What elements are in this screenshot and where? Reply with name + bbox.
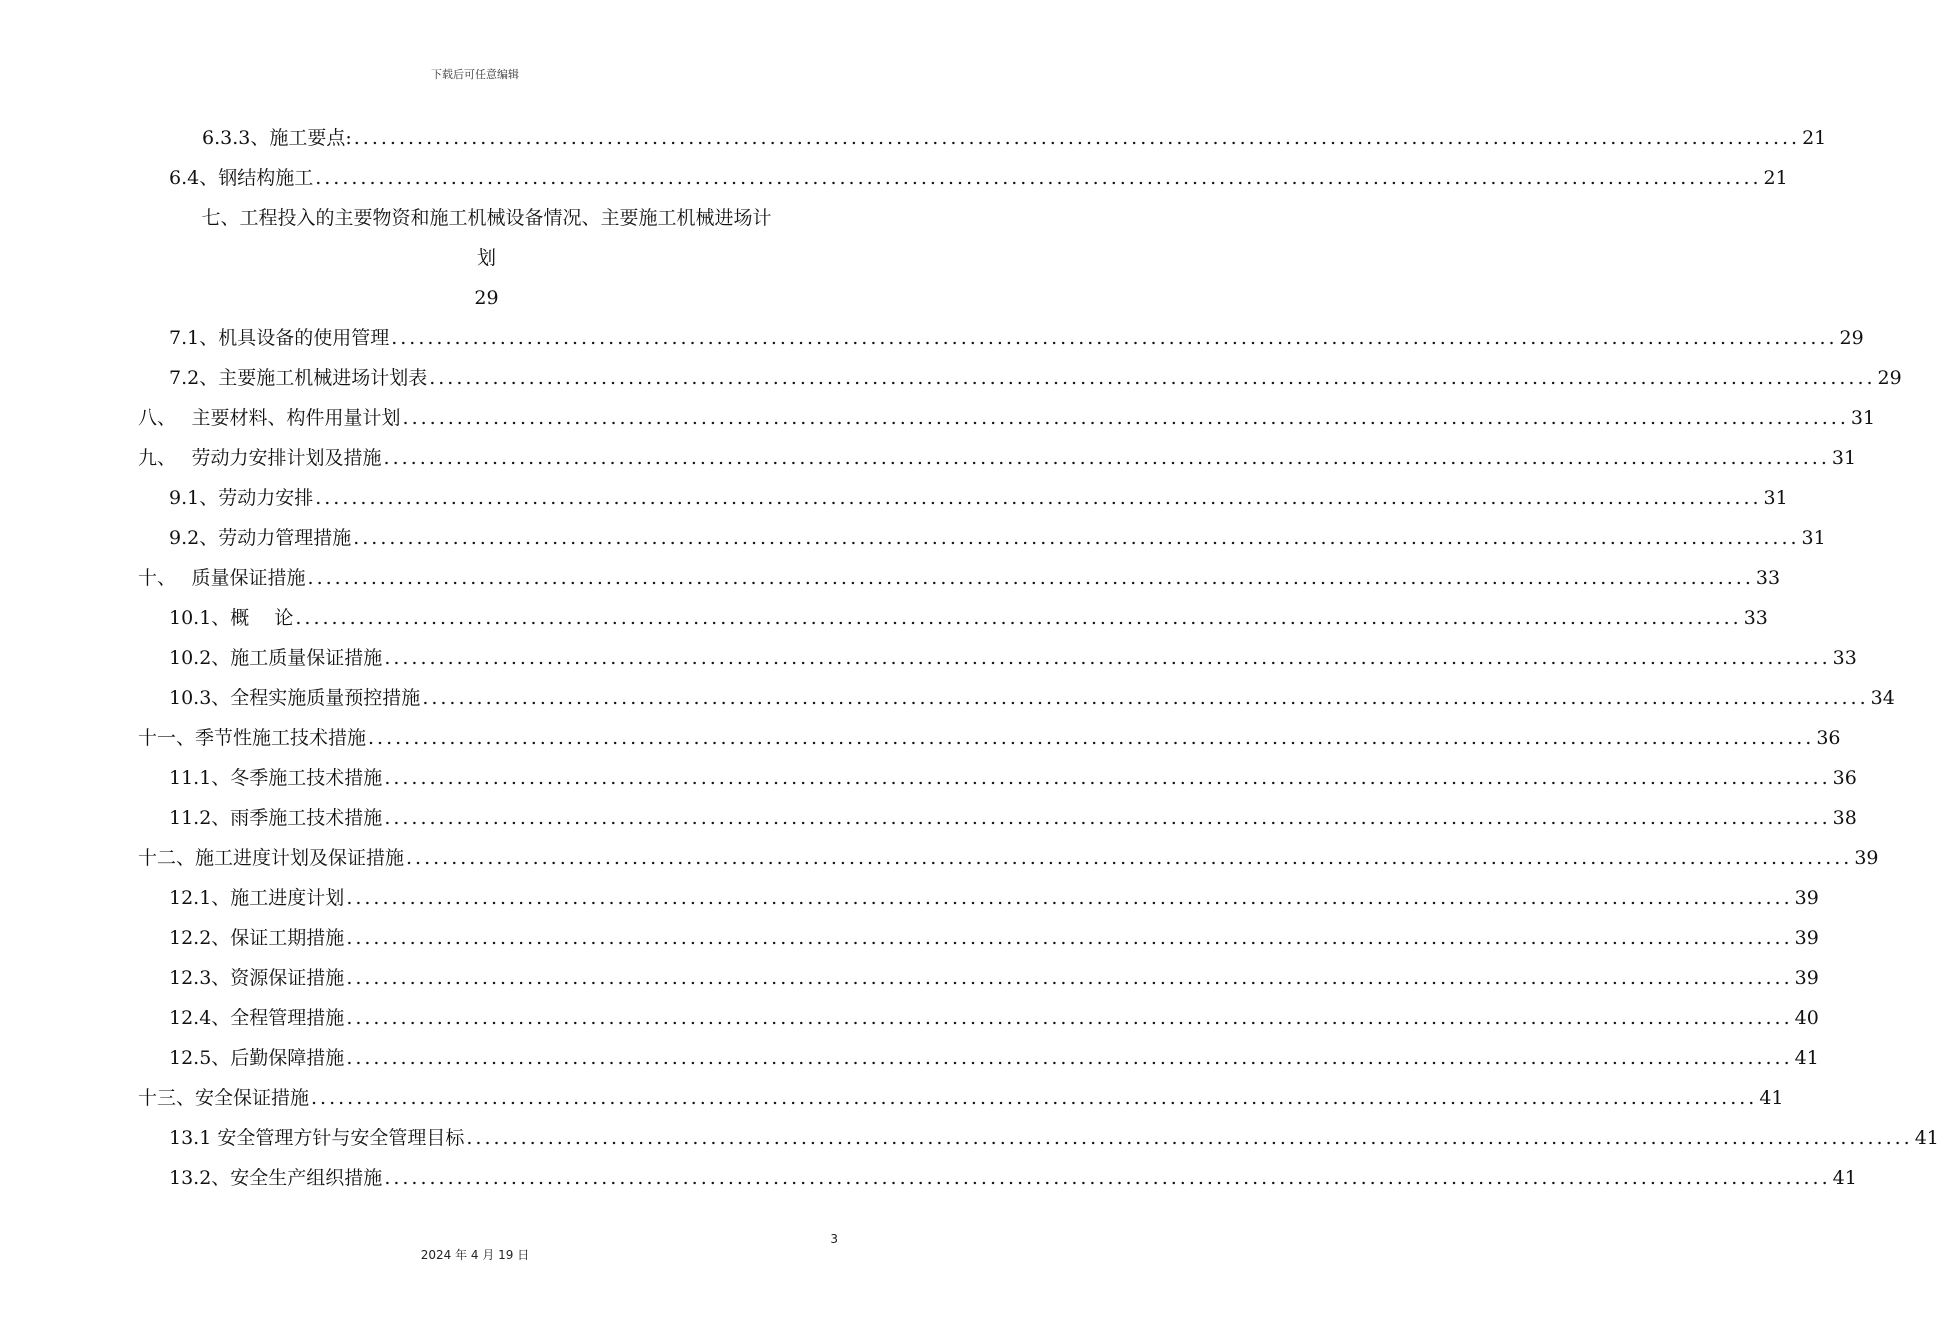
toc-entry-page: 39	[1794, 967, 1819, 989]
toc-dot-leader: ................................................................................................................................................................	[311, 1087, 1758, 1109]
toc-entry-page: 40	[1794, 1007, 1819, 1029]
toc-dot-leader: ................................................................................................................................................................	[466, 1127, 1913, 1149]
toc-entry[interactable]	[138, 1078, 1784, 1118]
toc-entry-page: 33	[1743, 607, 1768, 629]
toc-entry-page: 33	[1755, 567, 1781, 589]
toc-entry-title: 十三、安全保证措施	[138, 1087, 310, 1109]
toc-entry-title: 十、 质量保证措施	[138, 567, 306, 589]
toc-entry-page: 21	[1763, 167, 1788, 189]
toc-entry-title-line: 七、工程投入的主要物资和施工机械设备情况、主要施工机械进场计	[201, 207, 772, 229]
toc-dot-leader: ................................................................................................................................................................	[346, 887, 1793, 909]
toc-entry-page: 31	[1831, 447, 1857, 469]
toc-entry-title: 13.2、安全生产组织措施	[169, 1167, 383, 1189]
toc-dot-leader: ................................................................................................................................................................	[384, 767, 1831, 789]
toc-dot-leader: ................................................................................................................................................................	[346, 1007, 1793, 1029]
toc-entry-page: 31	[1801, 527, 1826, 549]
toc-entry-title: 10.3、全程实施质量预控措施	[169, 687, 421, 709]
table-of-contents	[138, 118, 1939, 1198]
toc-entry-title: 12.5、后勤保障措施	[169, 1047, 345, 1069]
toc-entry[interactable]	[138, 358, 1902, 398]
toc-dot-leader: ................................................................................................................................................................	[307, 567, 1754, 589]
toc-entry-title: 10.2、施工质量保证措施	[169, 647, 383, 669]
toc-dot-leader: ................................................................................................................................................................	[383, 447, 1830, 469]
toc-entry-page: 41	[1759, 1087, 1784, 1109]
toc-entry[interactable]	[138, 1158, 1857, 1198]
toc-entry-title: 11.1、冬季施工技术措施	[169, 767, 383, 789]
toc-dot-leader: ................................................................................................................................................................	[368, 727, 1815, 749]
toc-entry-title: 12.1、施工进度计划	[169, 887, 345, 909]
toc-section	[138, 118, 1827, 198]
toc-entry-page: 36	[1816, 727, 1841, 749]
toc-entry[interactable]	[138, 838, 1879, 878]
page-header: 下载后可任意编辑	[431, 68, 519, 81]
toc-entry-page: 39	[1854, 847, 1879, 869]
toc-entry[interactable]	[138, 318, 1864, 358]
toc-dot-leader: ................................................................................................................................................................	[315, 487, 1762, 509]
toc-dot-leader: ................................................................................................................................................................	[295, 607, 1742, 629]
toc-entry-page: 39	[1794, 887, 1819, 909]
toc-entry-title: 12.2、保证工期措施	[169, 927, 345, 949]
toc-entry[interactable]	[138, 438, 1857, 478]
toc-entry-page: 29	[474, 287, 499, 309]
toc-entry[interactable]	[138, 958, 1819, 998]
toc-dot-leader: ................................................................................................................................................................	[429, 367, 1876, 389]
toc-entry-page: 36	[1832, 767, 1857, 789]
toc-entry[interactable]	[138, 1118, 1939, 1158]
toc-entry-title: 十二、施工进度计划及保证措施	[138, 847, 405, 869]
toc-entry-title: 九、 劳动力安排计划及措施	[138, 447, 382, 469]
page-footer-date: 2024 年 4 月 19 日	[420, 1248, 530, 1262]
toc-entry[interactable]	[138, 518, 1826, 558]
toc-entry-page: 38	[1832, 807, 1857, 829]
toc-entry-title-line: 划	[476, 247, 496, 269]
toc-entry-title: 十一、季节性施工技术措施	[138, 727, 367, 749]
toc-dot-leader: ................................................................................................................................................................	[422, 687, 1869, 709]
page-number: 3	[830, 1232, 838, 1246]
toc-dot-leader: ................................................................................................................................................................	[346, 927, 1793, 949]
toc-entry-page: 41	[1794, 1047, 1819, 1069]
toc-dot-leader: ................................................................................................................................................................	[402, 407, 1849, 429]
toc-entry[interactable]	[138, 598, 1768, 638]
toc-entry[interactable]	[138, 638, 1857, 678]
toc-entry[interactable]	[138, 398, 1876, 438]
toc-dot-leader: ................................................................................................................................................................	[353, 527, 1800, 549]
toc-entry[interactable]	[138, 678, 1895, 718]
toc-dot-leader: ................................................................................................................................................................	[353, 127, 1801, 149]
toc-entry[interactable]	[138, 118, 1827, 158]
toc-dot-leader: ................................................................................................................................................................	[384, 647, 1831, 669]
toc-dot-leader: ................................................................................................................................................................	[346, 967, 1793, 989]
toc-entry-title: 10.1、概 论	[169, 607, 294, 629]
toc-entry[interactable]	[138, 1038, 1819, 1078]
toc-entry-title: 11.2、雨季施工技术措施	[169, 807, 383, 829]
toc-entry[interactable]	[138, 158, 1788, 198]
toc-entry[interactable]	[138, 918, 1819, 958]
toc-entry-page: 31	[1850, 407, 1876, 429]
toc-dot-leader: ................................................................................................................................................................	[315, 167, 1762, 189]
toc-dot-leader: ................................................................................................................................................................	[346, 1047, 1793, 1069]
toc-entry-page: 39	[1794, 927, 1819, 949]
toc-entry-title: 7.2、主要施工机械进场计划表	[169, 367, 428, 389]
toc-entry-page: 34	[1870, 687, 1895, 709]
toc-dot-leader: ................................................................................................................................................................	[406, 847, 1853, 869]
toc-entry[interactable]	[138, 878, 1819, 918]
toc-entry-title: 八、 主要材料、构件用量计划	[138, 407, 401, 429]
toc-entry-title: 7.1、机具设备的使用管理	[169, 327, 390, 349]
toc-entry-page: 41	[1914, 1127, 1939, 1149]
toc-dot-leader: ................................................................................................................................................................	[391, 327, 1838, 349]
toc-entry[interactable]	[138, 558, 1781, 598]
toc-entry[interactable]	[138, 718, 1841, 758]
toc-entry-title: 13.1 安全管理方针与安全管理目标	[169, 1127, 465, 1149]
toc-entry-title: 9.2、劳动力管理措施	[169, 527, 352, 549]
toc-entry-title: 12.3、资源保证措施	[169, 967, 345, 989]
toc-entry[interactable]	[138, 758, 1857, 798]
toc-entry-title: 6.3.3、施工要点:	[202, 127, 352, 149]
toc-entry-page: 33	[1832, 647, 1857, 669]
toc-entry-page: 29	[1839, 327, 1864, 349]
toc-entry-title: 12.4、全程管理措施	[169, 1007, 345, 1029]
toc-entry[interactable]	[138, 478, 1788, 518]
toc-dot-leader: ................................................................................................................................................................	[384, 807, 1831, 829]
toc-entry-page: 21	[1802, 127, 1827, 149]
toc-entry-title: 6.4、钢结构施工	[169, 167, 314, 189]
toc-dot-leader: ................................................................................................................................................................	[384, 1167, 1831, 1189]
toc-entry-wrapped[interactable]	[138, 198, 835, 318]
toc-entry-title: 9.1、劳动力安排	[169, 487, 314, 509]
toc-entry-page: 31	[1763, 487, 1788, 509]
toc-section	[138, 318, 1939, 1198]
toc-entry-page: 29	[1877, 367, 1902, 389]
toc-entry-page: 41	[1832, 1167, 1857, 1189]
toc-entry[interactable]	[138, 998, 1819, 1038]
toc-entry[interactable]	[138, 798, 1857, 838]
